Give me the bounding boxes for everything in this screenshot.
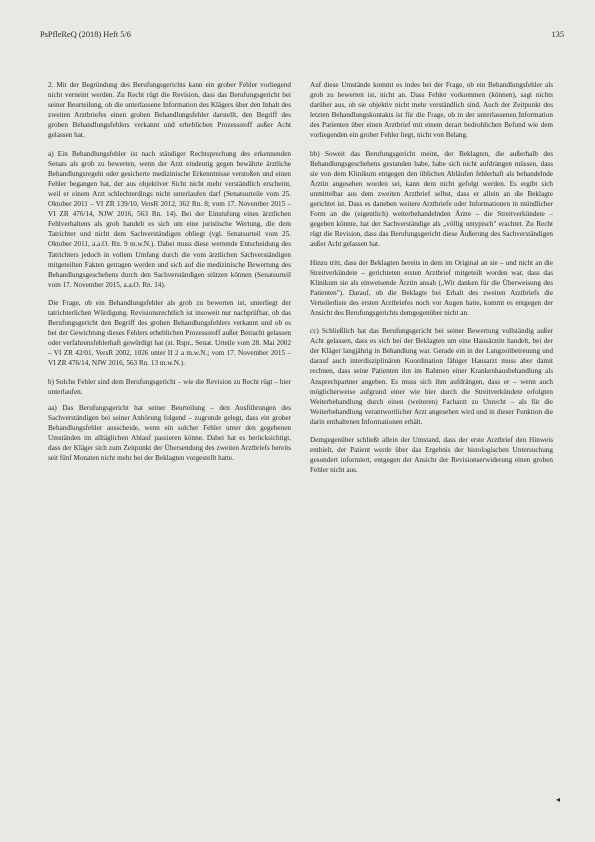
paragraph: Die Frage, ob ein Behandlungsfehler als grob zu bewerten ist, unterliegt der tatrichterlichen Würdigung. Revisionsrechtlich ist insoweit nur nachprüfbar, ob das Berufungsgericht den Begriff des groben Behandlungsfehlers verkannt und ob es bei der Gewichtung dieses Fehlers erheblichen Prozessstoff außer Betracht gelassen oder verfahrensfehlerhaft gewürdigt hat (st. Rspr., Senat. Urteile vom 28. Mai 2002 – VI ZR 42/01, VersR 2002, 1026 unter II 2 a m.w.N.; vom 17. November 2015 – VI ZR 476/14, NJW 2016, 563 Rn. 13 m.w.N.). — [48, 298, 291, 368]
left-column — [48, 80, 291, 471]
paragraph: a) Ein Behandlungsfehler ist nach ständiger Rechtsprechung des erkennenden Senats als grob zu bewerten, wenn der Arzt eindeutig gegen bewährte ärztliche Behandlungsregeln oder gesicherte medizinische Erkenntnisse verstoßen und einen Fehler begangen hat, der aus objektiver Sicht nicht mehr verständlich erscheint, weil er einem Arzt schlechterdings nicht unterlaufen darf (Senatsurteile vom 25. Oktober 2011 – VI ZR 139/10, VersR 2012, 362 Rn. 8; vom 17. November 2015 – VI ZR 476/14, NJW 2016, 563 Rn. 14). Bei der Einstufung eines ärztlichen Fehlverhaltens als grob handelt es sich um eine juristische Wertung, die dem Tatrichter und nicht dem Sachverständigen obliegt (vgl. Senatsurteil vom 25. Oktober 2011, a.a.O. Rn. 9 m.w.N.). Dabei muss diese wertende Entscheidung des Tatrichters jedoch in vollem Umfang durch die vom ärztlichen Sachverständigen mitgeteilten Fakten getragen werden und sich auf die medizinische Bewertung des Behandlungsgeschehens durch den Sachverständigen stützen können (Senatsurteil vom 17. November 2015, a.a.O. Rn. 14). — [48, 149, 291, 289]
paragraph: Hinzu tritt, dass der Beklagten bereits in dem im Original an sie – und nicht an die Streitverkündete – gerichteten ersten Arztbrief mitgeteilt worden war, dass das Klinikum sie als einweisende Ärztin ansah („Wir danken für die Überweisung des Patienten"). Darauf, ob die Beklagte bei Erhalt des zweiten Arztbriefs die Verteilerliste des ersten Arztbriefes noch vor Augen hatte, kommt es entgegen der Ansicht des Berufungsgerichts demgegenüber nicht an. — [310, 258, 553, 317]
paragraph: Demgegenüber schließt allein der Umstand, dass der erste Arztbrief den Hinweis enthielt, der Patient werde über das Ergebnis der histologischen Untersuchung gesondert informiert, entgegen der Ansicht der Revisionserwiderung einen groben Fehler nicht aus. — [310, 436, 553, 475]
paragraph: cc) Schließlich hat das Berufungsgericht bei seiner Bewertung vollständig außer Acht gelassen, dass es sich bei der Beklagten um eine Hausärztin handelt, bei der der Kläger langjährig in Behandlung war. Gerade ein in der Langzeitbetreuung und darauf auch interdisziplinären Koordination fähiger Hausarzt muss aber damit rechnen, dass seine Patienten ihn im Rahmen einer Krankenhausbehandlung als Ansprechpartner angeben. Es muss sich ihm aufdrängen, dass er – wenn auch möglicherweise aufgrund einer wie hier durch die Streitverkündete erfolgten Weiterbehandlung durch einen (weiteren) Facharzt zu Unrecht – als für die Weiterbehandlung verantwortlicher Arzt angesehen wird und in dieser Funktion die darin enthaltenen Informationen erhält. — [310, 327, 553, 426]
paragraph: 2. Mit der Begründung des Berufungsgerichts kann ein grober Fehler vorliegend nicht verneint werden. Zu Recht rügt die Revision, dass das Berufungsgericht bei seiner Beurteilung, ob die unterlassene Information des Klägers über den Inhalt des zweiten Arztbriefes einen groben Behandlungsfehler darstellt, den Begriff des groben Behandlungsfehlers verkannt und erheblichen Prozessstoff außer Acht gelassen hat. — [48, 81, 291, 140]
journal-reference: PsPfleReQ (2018) Heft 5/6 — [40, 30, 131, 39]
right-column — [310, 80, 553, 483]
page-header — [40, 30, 564, 39]
paragraph: bb) Soweit das Berufungsgericht meint, der Beklagten, die außerhalb des Behandlungsgeschehens gestanden habe, habe sich nicht aufdrängen müssen, dass sie von dem Klinikum entgegen den üblichen Abläufen fehlerhaft als behandelnde Ärztin angesehen worden sei, kann dem nicht gefolgt werden. Es ergibt sich unmittelbar aus dem zweiten Arztbrief selbst, dass er allein an die Beklagte gerichtet ist. Dass es daneben weitere Arztbriefe oder Informationen in mündlicher Form an die (eigentlich) weiterbehandelnden Ärzte – die Streitverkündete – gegeben könnte, hat der Sachverständige als „völlig untypisch" erachtet. Zu Recht rügt die Revision, dass das Berufungsgericht diese Äußerung des Sachverständigen außer Acht gelassen hat. — [310, 149, 553, 249]
paragraph: b) Solche Fehler sind dem Berufungsgericht – wie die Revision zu Recht rügt – hier unterlaufen. — [48, 377, 291, 396]
paragraph: Auf diese Umstände kommt es indes bei der Frage, ob ein Behandlungsfehler als grob zu bewerten ist, nicht an. Dass Fehler vorkommen (können), sagt nichts darüber aus, ob sie objektiv nicht mehr verständlich sind. Auch der Zeitpunkt des letzten Behandlungskontakts ist für die Frage, ob in der unterlassenen Information des Patienten über einen Arztbrief mit einem derart bedrohlichen Befund wie dem vorliegenden ein grober Fehler liegt, nicht von Belang. — [310, 81, 553, 140]
end-marker-icon: ◂ — [556, 795, 561, 804]
page-number: 135 — [551, 30, 564, 39]
paragraph: aa) Das Berufungsgericht hat seiner Beurteilung – den Ausführungen des Sachverständigen bei seiner Anhörung folgend – zugrunde gelegt, dass ein grober Behandlungsfehler ausscheide, wenn ein solcher Fehler unter den gegebenen Umständen im alltäglichen Ablauf passieren könne. Dabei hat es berücksichtigt, dass der Kläger sich zum Zeitpunkt der Übersendung des zweiten Arztbriefs bereits seit fünf Monaten nicht mehr bei der Beklagten vorgestellt hatte. — [48, 403, 291, 463]
